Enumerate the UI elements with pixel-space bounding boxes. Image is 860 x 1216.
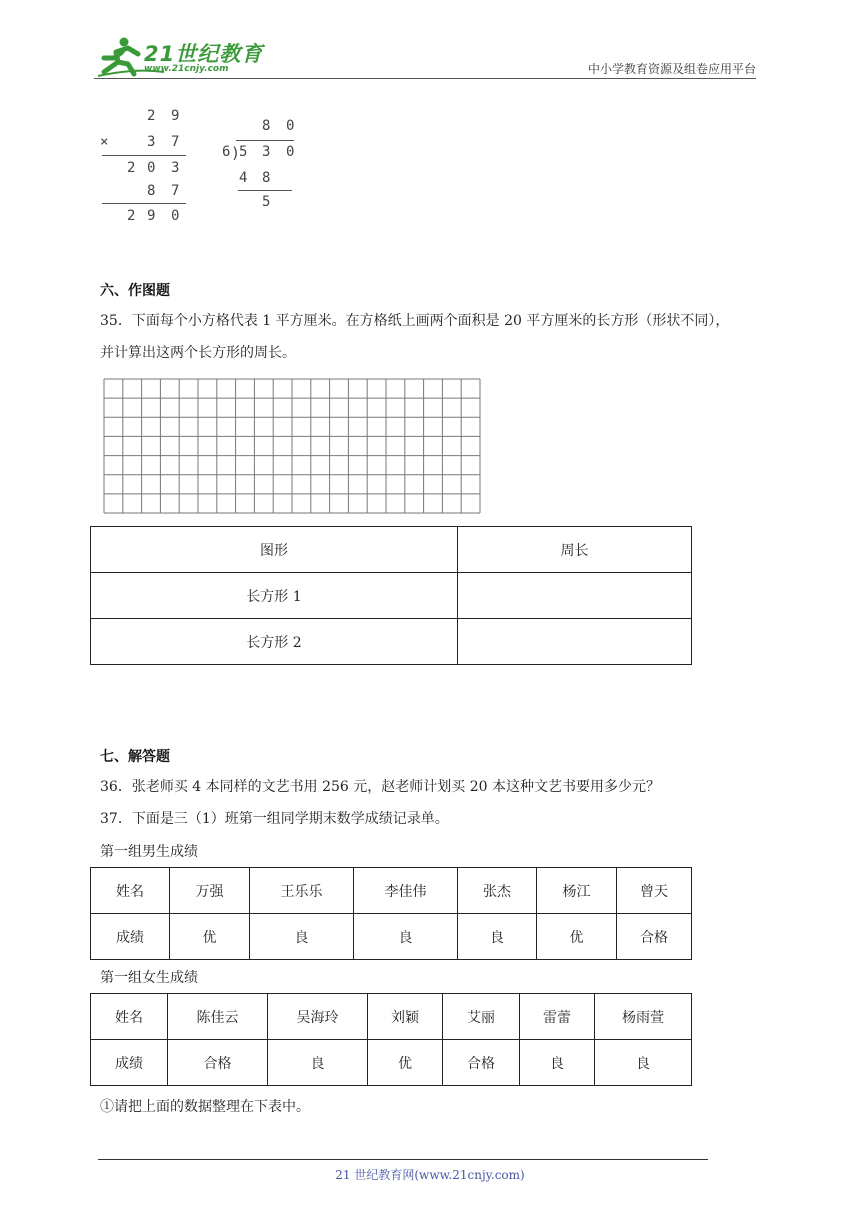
boy-score: 良	[354, 914, 458, 960]
question-37: 37．下面是三（1）班第一组同学期末数学成绩记录单。	[100, 811, 449, 827]
boy-name: 曾天	[617, 868, 692, 914]
multiplication-work: 2 9 × 3 7 2 0 3 8 7 2 9 0	[100, 108, 190, 228]
logo-url: www.21cnjy.com	[144, 64, 229, 74]
girl-name: 杨雨萱	[595, 994, 692, 1040]
girls-table-caption: 第一组女生成绩	[100, 970, 198, 986]
boy-name: 万强	[170, 868, 250, 914]
table-row	[91, 868, 692, 914]
girl-name: 吴海玲	[268, 994, 368, 1040]
instruction-1: ①请把上面的数据整理在下表中。	[100, 1099, 310, 1115]
footer-divider	[98, 1159, 708, 1160]
girl-name: 陈佳云	[168, 994, 268, 1040]
question-35-line-1: 35．下面每个小方格代表 1 平方厘米。在方格纸上画两个面积是 20 平方厘米的长方形（形状不同），	[100, 313, 730, 329]
perimeter-table	[90, 526, 692, 665]
boys-score-table	[90, 867, 692, 960]
table-header-perimeter: 周长	[458, 527, 692, 573]
footer-text: 21 世纪教育网(www.21cnjy.com)	[335, 1168, 525, 1182]
boys-table-caption: 第一组男生成绩	[100, 844, 198, 860]
table-row	[91, 1040, 692, 1086]
boy-score: 优	[537, 914, 617, 960]
girls-scores-label: 成绩	[91, 1040, 168, 1086]
rectangle-1-label: 长方形 1	[91, 573, 458, 619]
table-row	[91, 914, 692, 960]
table-row	[91, 527, 692, 573]
girl-name: 刘颖	[368, 994, 443, 1040]
square-grid-paper[interactable]	[103, 378, 483, 516]
boy-name: 王乐乐	[250, 868, 354, 914]
mult-line-1	[102, 155, 186, 156]
logo-wordmark: 21世纪教育	[144, 42, 264, 66]
girl-score: 合格	[168, 1040, 268, 1086]
boy-name: 李佳伟	[354, 868, 458, 914]
table-row	[91, 619, 692, 665]
div-line	[238, 190, 292, 191]
girls-names-label: 姓名	[91, 994, 168, 1040]
girl-score: 良	[595, 1040, 692, 1086]
div-bracket-icon: )	[231, 144, 241, 162]
table-row	[91, 573, 692, 619]
header-divider	[94, 78, 756, 79]
question-35-line-2: 并计算出这两个长方形的周长。	[100, 345, 296, 361]
boys-scores-label: 成绩	[91, 914, 170, 960]
girl-name: 雷蕾	[520, 994, 595, 1040]
division-work: 8 0 6 ) 5 3 0 4 8 5	[222, 118, 295, 210]
div-bracket-top	[236, 140, 294, 141]
table-header-shape: 图形	[91, 527, 458, 573]
girl-score: 良	[268, 1040, 368, 1086]
boy-score: 良	[250, 914, 354, 960]
boy-score: 合格	[617, 914, 692, 960]
mult-line-2	[102, 203, 186, 204]
rectangle-2-perimeter-cell[interactable]	[458, 619, 692, 665]
section-7-title: 七、解答题	[100, 749, 170, 765]
question-36: 36．张老师买 4 本同样的文艺书用 256 元，赵老师计划买 20 本这种文艺书要用多少元？	[100, 779, 660, 795]
girls-score-table	[90, 993, 692, 1086]
girl-score: 合格	[443, 1040, 520, 1086]
boy-name: 杨江	[537, 868, 617, 914]
rectangle-2-label: 长方形 2	[91, 619, 458, 665]
boy-score: 优	[170, 914, 250, 960]
girl-name: 艾丽	[443, 994, 520, 1040]
girl-score: 良	[520, 1040, 595, 1086]
rectangle-1-perimeter-cell[interactable]	[458, 573, 692, 619]
boy-name: 张杰	[458, 868, 537, 914]
boys-names-label: 姓名	[91, 868, 170, 914]
table-row	[91, 994, 692, 1040]
header-platform-text: 中小学教育资源及组卷应用平台	[587, 62, 756, 76]
girl-score: 优	[368, 1040, 443, 1086]
boy-score: 良	[458, 914, 537, 960]
section-6-title: 六、作图题	[100, 283, 170, 299]
